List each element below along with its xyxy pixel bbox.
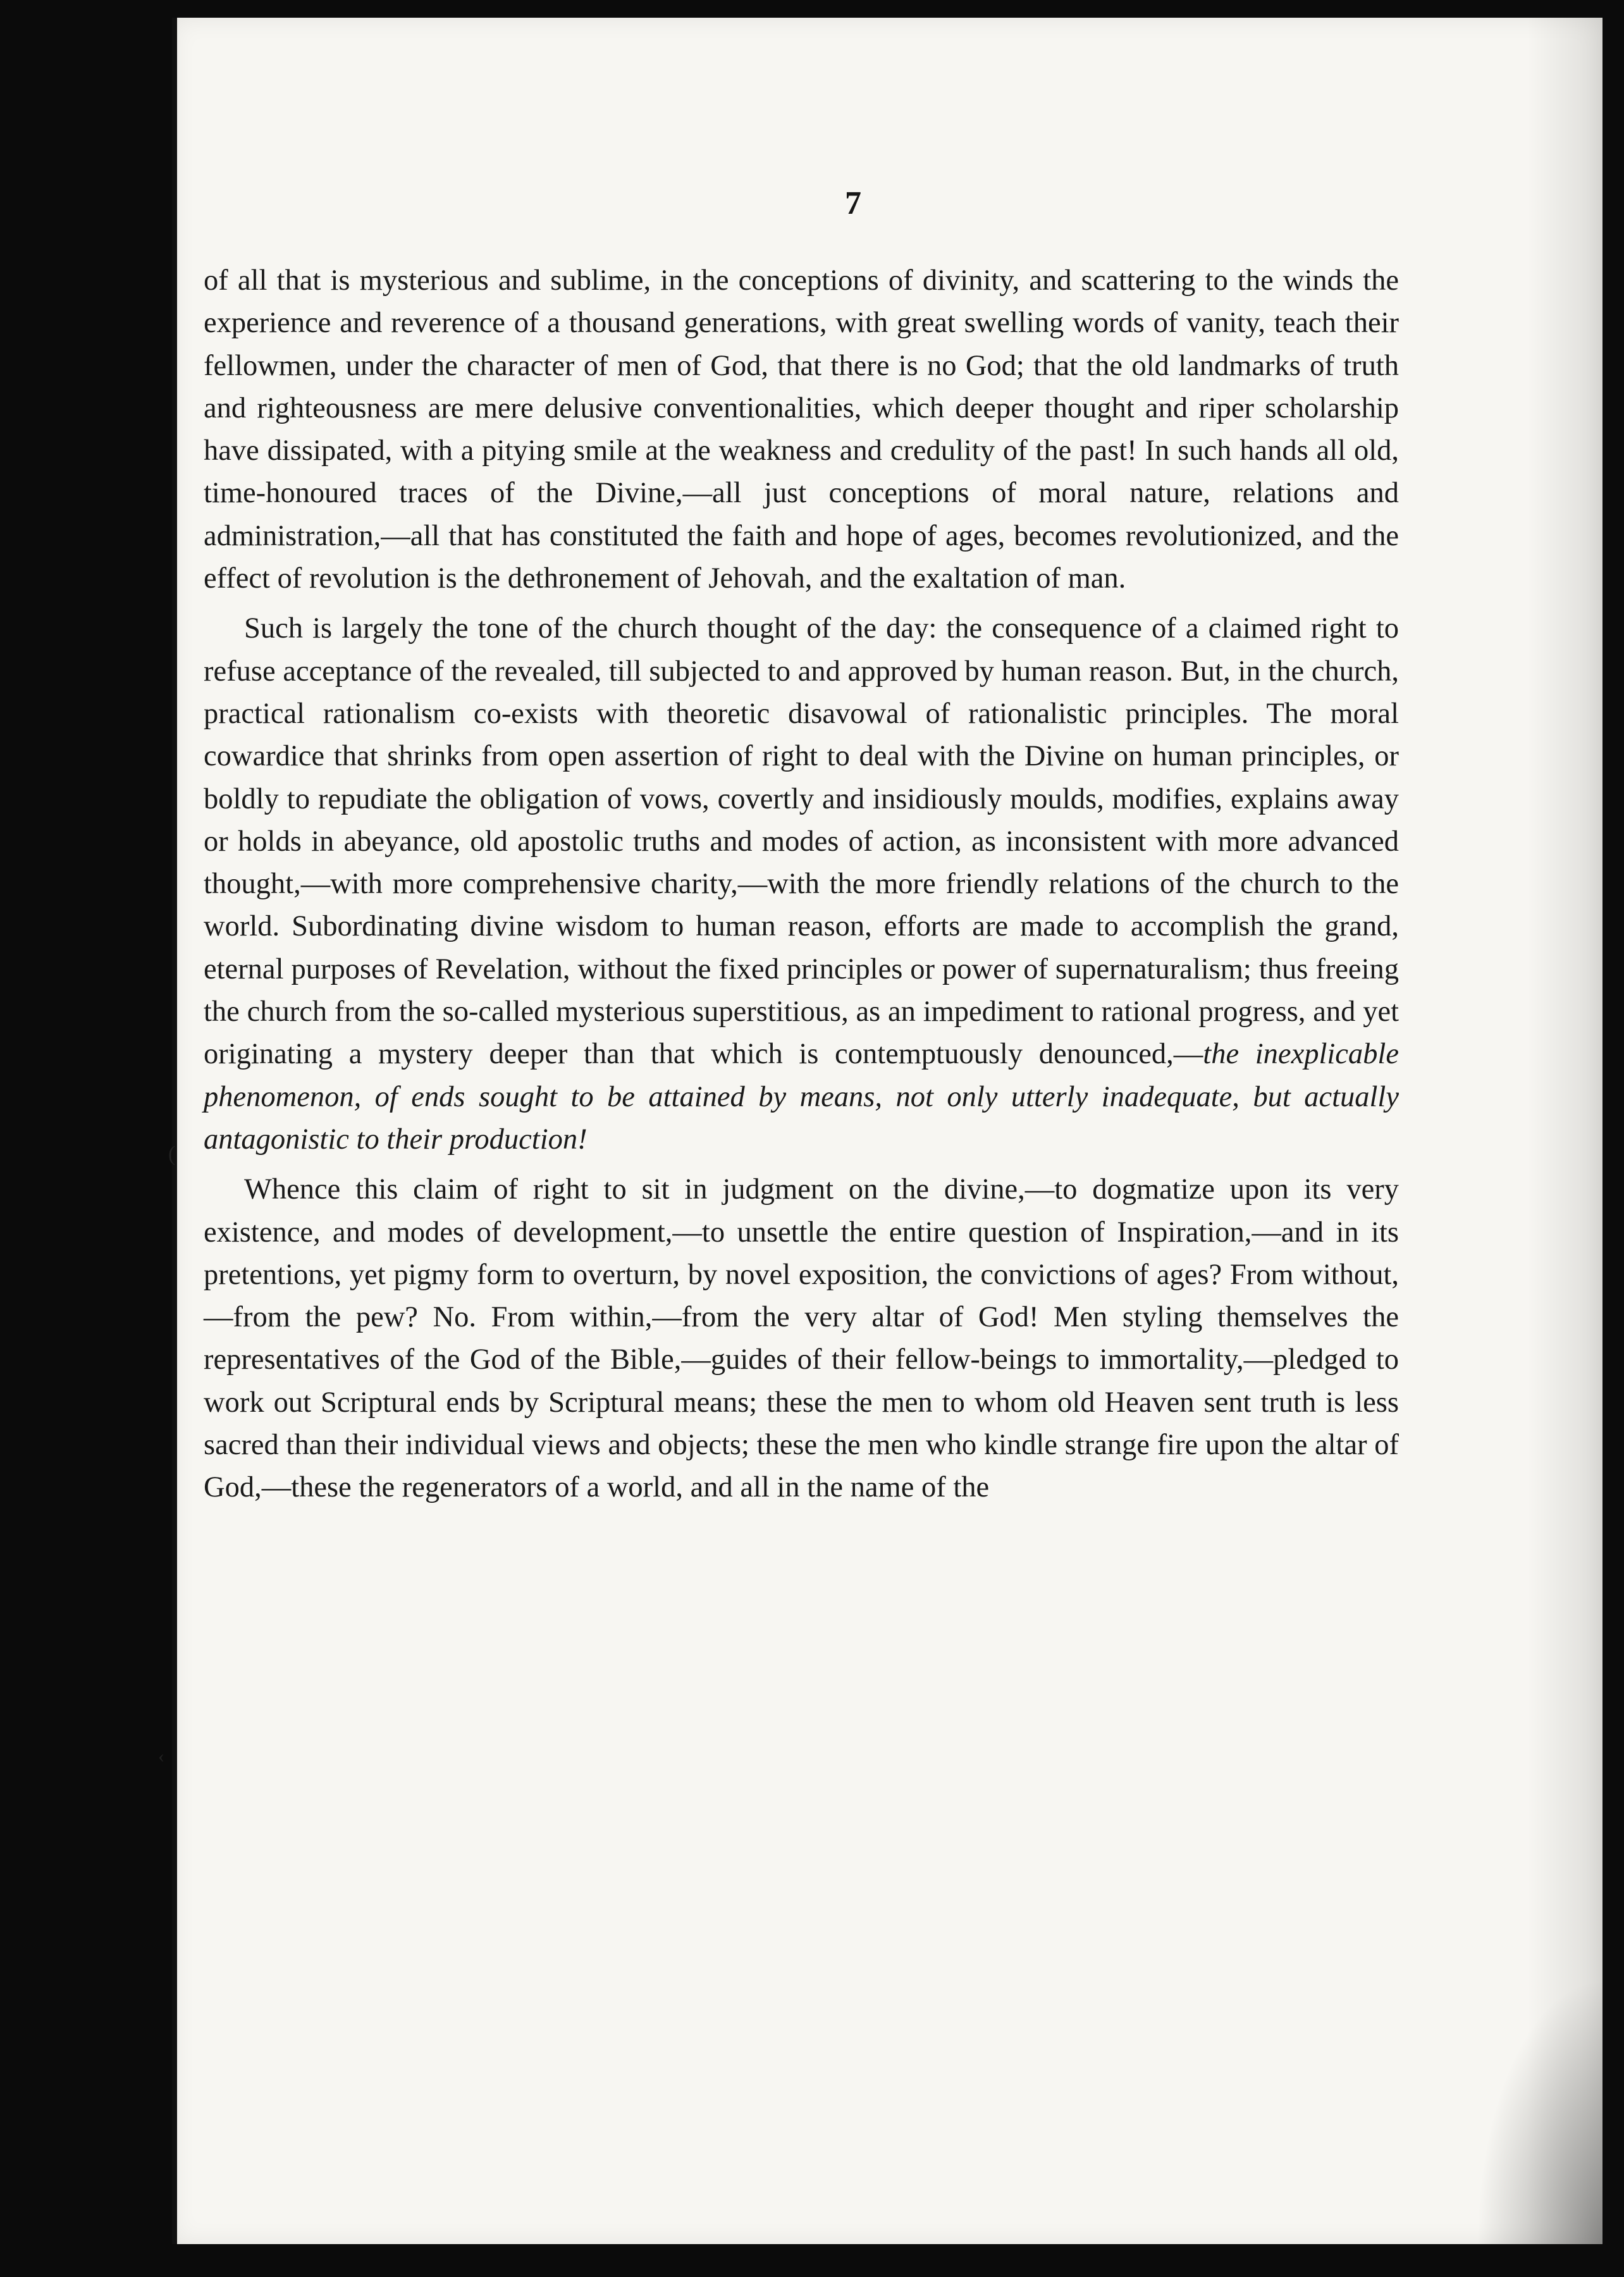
- page-body: [204, 259, 1399, 1509]
- page-corner-stain: [1476, 1978, 1602, 2244]
- paragraph-1-text: of all that is mysterious and sublime, in the conceptions of divinity, and scattering to the winds the experience and reverence of a thousand generations, with great swelling words of vanity, teach their fellowmen, under the character of men of God, that there is no God; that the old landmarks of truth and righteousness are mere delusive conventionalities, which deeper thought and riper scholarship have dissipated, with a pitying smile at the weakness and credulity of the past! In such hands all old, time-honoured traces of the Divine,—all just conceptions of moral nature, relations and administration,—all that has constituted the faith and hope of ages, becomes revolutionized, and the effect of revolution is the dethronement of Jehovah, and the exaltation of man.: [204, 264, 1399, 595]
- page-gutter-line: [172, 18, 177, 2244]
- paragraph-2-text: Such is largely the tone of the church thought of the day: the consequence of a claimed right to refuse acceptance of the revealed, till subjected to and approved by human reason. But, in the church, practical rationalism co-exists with theoretic disavowal of rationalistic principles. The moral cowardice that shrinks from open assertion of right to deal with the Divine on human principles, or boldly to repudiate the obligation of vows, covertly and insidiously moulds, modifies, explains away or holds in abeyance, old apostolic truths and modes of action, as inconsistent with more advanced thought,—with more comprehensive charity,—with the more friendly relations of the church to the world. Subordinating divine wisdom to human reason, efforts are made to accomplish the grand, eternal purposes of Revelation, without the fixed principles or power of supernaturalism; thus freeing the church from the so-called mysterious superstitious, as an impediment to rational progress, and yet originating a mystery deeper than that which is contemptuously denounced,—: [204, 612, 1399, 1071]
- page-number: 7: [845, 185, 861, 221]
- paragraph-2-italic: the inexplicable phenomenon, of ends sought to be attained by means, not only utterly inadequate, but actually antagonistic to their production!: [204, 1038, 1399, 1156]
- margin-speck: ‹: [158, 1746, 164, 1767]
- paragraph-1: [204, 259, 1399, 600]
- paragraph-3-text: Whence this claim of right to sit in judgment on the divine,—to dogmatize upon its very existence, and modes of development,—to unsettle the entire question of Inspiration,—and in its pretentions, yet pigmy form to overturn, by novel exposition, the convictions of ages? From without,—from the pew? No. From within,—from the very altar of God! Men styling themselves the representatives of the God of the Bible,—guides of their fellow-beings to immortality,—pledged to work out Scriptural ends by Scriptural means; these the men to whom old Heaven sent truth is less sacred than their individual views and objects; these the men who kindle strange fire upon the altar of God,—these the regenerators of a world, and all in the name of the: [204, 1173, 1399, 1504]
- paragraph-3: [204, 1168, 1399, 1509]
- paragraph-2: [204, 607, 1399, 1161]
- margin-speck: (: [168, 1142, 176, 1166]
- page-edge-shade: [1527, 18, 1602, 2244]
